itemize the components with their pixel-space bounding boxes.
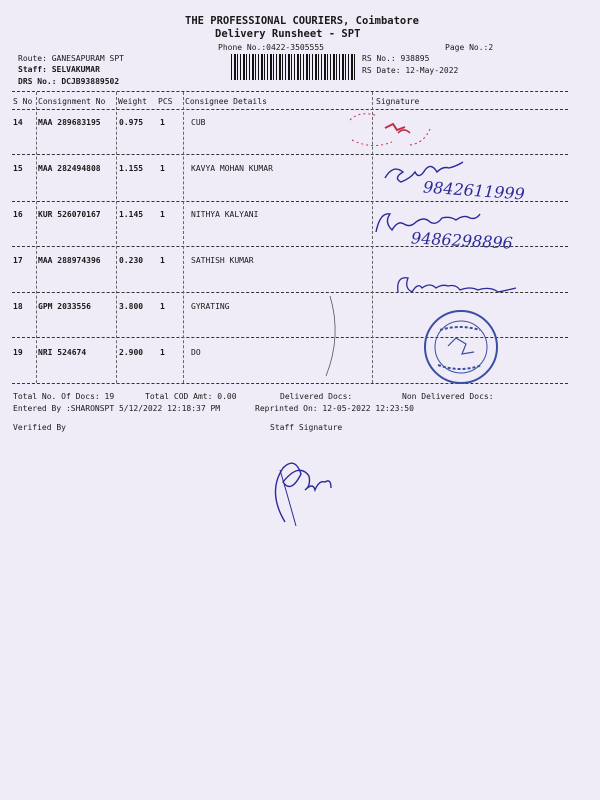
staff-signature-label: Staff Signature bbox=[270, 423, 343, 432]
row-pcs: 1 bbox=[160, 348, 165, 357]
row-weight: 0.230 bbox=[119, 256, 144, 265]
row-pcs: 1 bbox=[160, 118, 165, 127]
row-weight: 0.975 bbox=[119, 118, 144, 127]
row-consignee: SATHISH KUMAR bbox=[191, 256, 254, 265]
row-consignee: GYRATING bbox=[191, 302, 230, 311]
signature-row-16 bbox=[376, 214, 480, 232]
signature-row-15 bbox=[385, 162, 463, 182]
row-consignee: CUB bbox=[191, 118, 206, 127]
row-sno: 15 bbox=[13, 164, 23, 173]
row-weight: 2.900 bbox=[119, 348, 144, 357]
header-pcs: PCS bbox=[158, 97, 173, 106]
row-consignee: DO bbox=[191, 348, 201, 357]
row-sno: 17 bbox=[13, 256, 23, 265]
row-pcs: 1 bbox=[160, 210, 165, 219]
entered-by: Entered By :SHARONSPT 5/12/2022 12:18:37 PM bbox=[13, 404, 221, 413]
row-weight: 1.145 bbox=[119, 210, 144, 219]
row-pcs: 1 bbox=[160, 256, 165, 265]
row-sno: 18 bbox=[13, 302, 23, 311]
header-weight: Weight bbox=[118, 97, 147, 106]
row-sno: 19 bbox=[13, 348, 23, 357]
signature-row-17 bbox=[398, 278, 516, 292]
row-consignee: KAVYA MOHAN KUMAR bbox=[191, 164, 273, 173]
row-sno: 14 bbox=[13, 118, 23, 127]
drs-number: DRS No.: DCJB93889502 bbox=[18, 77, 120, 86]
page-number: Page No.:2 bbox=[445, 43, 494, 52]
row-pcs: 1 bbox=[160, 164, 165, 173]
staff-signature bbox=[275, 463, 331, 522]
route: Route: GANESAPURAM SPT bbox=[18, 54, 124, 63]
handwritten-phone: 9842611999 bbox=[422, 177, 526, 204]
row-pcs: 1 bbox=[160, 302, 165, 311]
row-consignment: MAA 282494808 bbox=[38, 164, 101, 173]
header-signature: Signature bbox=[376, 97, 420, 106]
phone-number: Phone No.:0422-3505555 bbox=[218, 43, 324, 52]
total-cod: Total COD Amt: 0.00 bbox=[145, 392, 237, 401]
staff-name: Staff: SELVAKUMAR bbox=[18, 65, 100, 74]
row-consignment: MAA 289683195 bbox=[38, 118, 101, 127]
company-name: THE PROFESSIONAL COURIERS, Coimbatore bbox=[185, 15, 419, 27]
reprinted-on: Reprinted On: 12-05-2022 12:23:50 bbox=[255, 404, 414, 413]
stray-pen-mark bbox=[326, 296, 335, 376]
non-delivered-docs: Non Delivered Docs: bbox=[402, 392, 494, 401]
rs-number: RS No.: 938895 bbox=[362, 54, 430, 63]
row-consignment: MAA 288974396 bbox=[38, 256, 101, 265]
row-consignment: KUR 526070167 bbox=[38, 210, 101, 219]
company-stamp bbox=[425, 311, 497, 383]
row-weight: 3.800 bbox=[119, 302, 144, 311]
handwritten-phone: 9486298896 bbox=[410, 228, 514, 253]
total-docs: Total No. Of Docs: 19 bbox=[13, 392, 115, 401]
row-consignment: GPM 2033556 bbox=[38, 302, 91, 311]
verified-by-label: Verified By bbox=[13, 423, 66, 432]
row-weight: 1.155 bbox=[119, 164, 144, 173]
header-sno: S No bbox=[13, 97, 33, 106]
row-consignee: NITHYA KALYANI bbox=[191, 210, 259, 219]
rs-date: RS Date: 12-May-2022 bbox=[362, 66, 459, 75]
row-sno: 16 bbox=[13, 210, 23, 219]
header-consignee: Consignee Details bbox=[185, 97, 267, 106]
document-title: Delivery Runsheet - SPT bbox=[215, 28, 361, 40]
red-check-mark bbox=[350, 114, 430, 146]
delivered-docs: Delivered Docs: bbox=[280, 392, 353, 401]
row-consignment: NRI 524674 bbox=[38, 348, 87, 357]
header-consignment: Consignment No bbox=[38, 97, 106, 106]
